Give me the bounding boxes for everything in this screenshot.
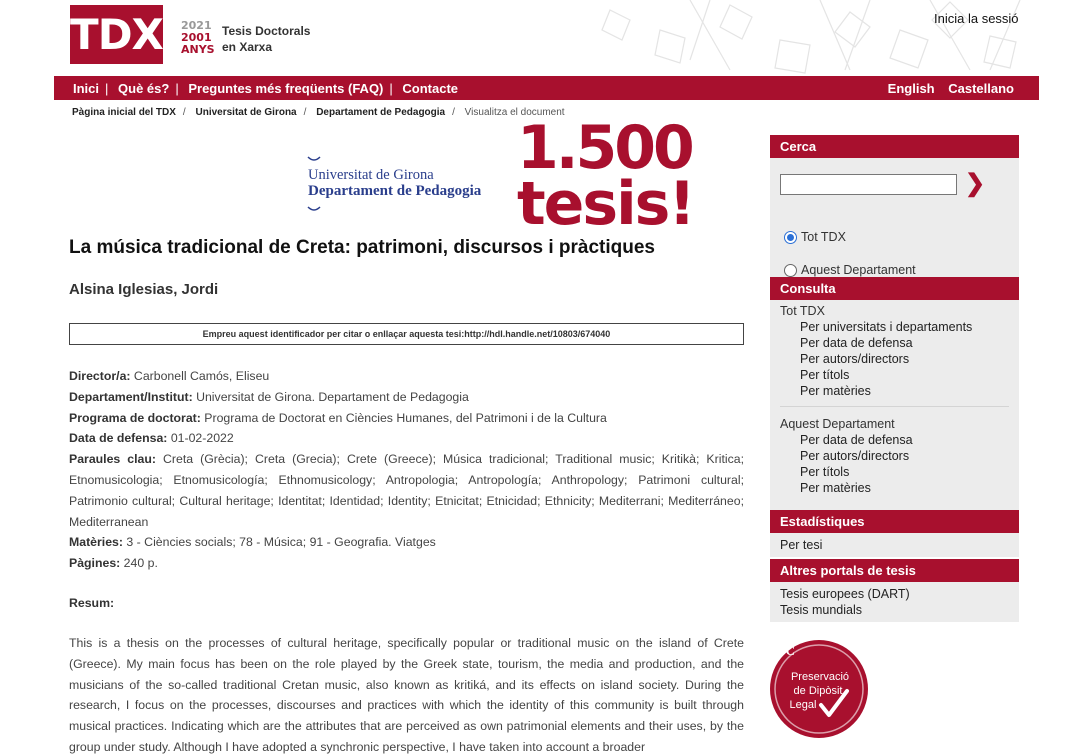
browse-panel-body: [770, 300, 1019, 534]
field-value: 01-02-2022: [167, 431, 234, 446]
portal-link-world[interactable]: Tesis mundials: [780, 603, 862, 617]
browse-link[interactable]: Per títols: [800, 465, 850, 479]
browse-group-all: [780, 303, 1009, 399]
search-panel: [770, 135, 1019, 294]
search-panel-body: [770, 158, 1019, 294]
browse-link[interactable]: Per matèries: [800, 384, 871, 398]
browse-panel-title: Consulta: [770, 277, 1019, 300]
statistics-panel: [770, 510, 1019, 557]
abstract-text: This is a thesis on the processes of cultural heritage, specifically popular or traditional music on the island of Crete (Greece). My main focus has been on the role played by the Greek state, tourism, the media and production, and the musicians of the so-called traditional Cretan music, also known as kritiká, and its effects on island society. During the research, I focus on the processes, discourses and practices with which the identity of this community is built through musical practices. Indicating which are the attributes that are perceived as own patrimonial elements and their uses, by the group under study. Although I have adopted a synchronic perspective, I have taken into account a broader: [69, 636, 744, 754]
breadcrumb-home[interactable]: Pàgina inicial del TDX: [72, 107, 176, 118]
nav-item-contacte[interactable]: Contacte: [402, 80, 459, 96]
field-department: [69, 387, 744, 408]
field-label: Matèries:: [69, 535, 123, 550]
abstract-heading: Resum:: [69, 596, 115, 610]
field-label: Programa de doctorat:: [69, 410, 201, 425]
main-nav: [54, 76, 1039, 100]
tagline-line-2: en Xarxa: [222, 40, 273, 54]
thesis-title: La música tradicional de Creta: patrimoni, discursos i pràctiques: [69, 237, 655, 258]
milestone-label: tesis!: [517, 169, 694, 239]
breadcrumb-department[interactable]: Departament de Pedagogia: [316, 107, 446, 118]
browse-panel: [770, 277, 1019, 534]
seal-line-1: Preservació: [790, 671, 850, 683]
portal-link-dart[interactable]: Tesis europees (DART): [780, 587, 910, 601]
other-portals-panel: [770, 559, 1019, 622]
years-top: 2021: [181, 19, 212, 32]
breadcrumb-university[interactable]: Universitat de Girona: [195, 107, 297, 118]
lang-english[interactable]: English: [887, 80, 935, 96]
browse-link[interactable]: Per matèries: [800, 481, 871, 495]
thesis-metadata: [69, 366, 744, 574]
browse-group-department: [780, 406, 1009, 496]
lang-castellano[interactable]: Castellano: [948, 80, 1014, 96]
field-label: Departament/Institut:: [69, 389, 193, 404]
radio-checked-icon: [784, 231, 797, 244]
years-label: ANYS: [181, 43, 215, 56]
nav-item-que-es[interactable]: Què és?: [118, 80, 170, 96]
field-director: [69, 366, 744, 387]
nav-links: Inici | Què és? | Preguntes més freqüents (FAQ) | Contacte: [73, 80, 459, 96]
university-name: Universitat de Girona: [308, 167, 434, 183]
browse-link[interactable]: Per títols: [800, 368, 850, 382]
browse-link[interactable]: Per universitats i departaments: [800, 320, 973, 334]
nav-item-faq[interactable]: Preguntes més freqüents (FAQ): [188, 80, 384, 96]
field-program: [69, 408, 744, 429]
field-value: Creta (Grècia); Creta (Grecia); Crete (Greece); Música tradicional; Traditional music; Kritikà; Kritica; Etnomusicologia; Etnomusicología; Ethnomusicology; Antropologia; Antropología; Anthropology; Patrimoni cultural; Patrimonio cultural; Cultural heritage; Identitat; Identidad; Identity; Etnicitat; Etnicidad; Ethnicity; Mediterrani; Mediterráneo; Mediterranean: [69, 452, 745, 529]
breadcrumb: Pàgina inicial del TDX / Universitat de Girona / Departament de Pedagogia / Visualitza el document: [72, 107, 565, 118]
breadcrumb-current: Visualitza el document: [464, 107, 565, 118]
other-portals-body: [770, 582, 1019, 622]
department-name: Departament de Pedagogia: [308, 183, 482, 199]
seal-line-3: Legal: [789, 699, 817, 711]
milestone-count: 1.500: [517, 113, 692, 183]
radio-label: Tot TDX: [801, 230, 846, 244]
search-panel-title: Cerca: [770, 135, 1019, 158]
svg-text:BC: BC: [777, 643, 796, 658]
search-input[interactable]: [780, 174, 957, 195]
site-header: [0, 0, 1069, 76]
browse-link[interactable]: Per autors/directors: [800, 352, 910, 366]
radio-all-tdx[interactable]: [784, 230, 846, 244]
browse-group-title: Aquest Departament: [780, 417, 895, 431]
radio-label: Aquest Departament: [801, 263, 916, 277]
citation-box: [69, 323, 744, 345]
field-value: 3 - Ciències socials; 78 - Música; 91 - Geografia. Viatges: [123, 535, 436, 550]
browse-group-title: Tot TDX: [780, 304, 825, 318]
browse-link[interactable]: Per data de defensa: [800, 433, 913, 447]
field-label: Data de defensa:: [69, 431, 168, 446]
field-defense-date: [69, 428, 744, 449]
field-value: Programa de Doctorat en Ciències Humanes, del Patrimoni i de la Cultura: [200, 410, 607, 425]
field-keywords: [69, 449, 744, 532]
field-value: 240 p.: [120, 556, 158, 571]
tagline-line-1: Tesis Doctorals: [222, 24, 311, 38]
statistics-panel-body: [770, 533, 1019, 557]
thesis-author[interactable]: Alsina Iglesias, Jordi: [69, 281, 219, 298]
anniversary-badge: [181, 20, 217, 56]
field-subjects: [69, 532, 744, 553]
field-label: Pàgines:: [69, 556, 121, 571]
seal-line-2: de Dipòsit: [793, 685, 843, 697]
nav-item-inici[interactable]: Inici: [73, 80, 100, 96]
other-portals-title: Altres portals de tesis: [770, 559, 1019, 582]
field-label: Director/a:: [69, 369, 131, 383]
legal-deposit-seal-icon[interactable]: [769, 639, 869, 739]
radio-unchecked-icon: [784, 264, 797, 277]
tdx-logo[interactable]: TDX: [70, 5, 163, 64]
years-bottom: 2001: [181, 31, 212, 44]
citation-handle-link[interactable]: http://hdl.handle.net/10803/674040: [464, 329, 611, 339]
milestone-banner: [517, 113, 712, 239]
browse-link[interactable]: Per autors/directors: [800, 449, 910, 463]
language-switch: [878, 81, 1014, 96]
statistics-panel-title: Estadístiques: [770, 510, 1019, 533]
field-pages: [69, 553, 744, 574]
statistics-link[interactable]: Per tesi: [780, 538, 823, 552]
udg-department-logo: [306, 155, 516, 213]
radio-this-department[interactable]: [784, 263, 916, 277]
browse-link[interactable]: Per data de defensa: [800, 336, 913, 350]
field-value: Universitat de Girona. Departament de Pedagogia: [192, 389, 469, 404]
login-link[interactable]: Inicia la sessió: [934, 11, 1019, 26]
field-value: Carbonell Camós, Eliseu: [130, 369, 270, 383]
field-label: Paraules clau:: [69, 452, 157, 467]
citation-text: Empreu aquest identificador per citar o enllaçar aquesta tesi:: [202, 329, 465, 339]
search-submit-icon[interactable]: ❯: [965, 170, 986, 197]
site-tagline: [222, 23, 310, 55]
